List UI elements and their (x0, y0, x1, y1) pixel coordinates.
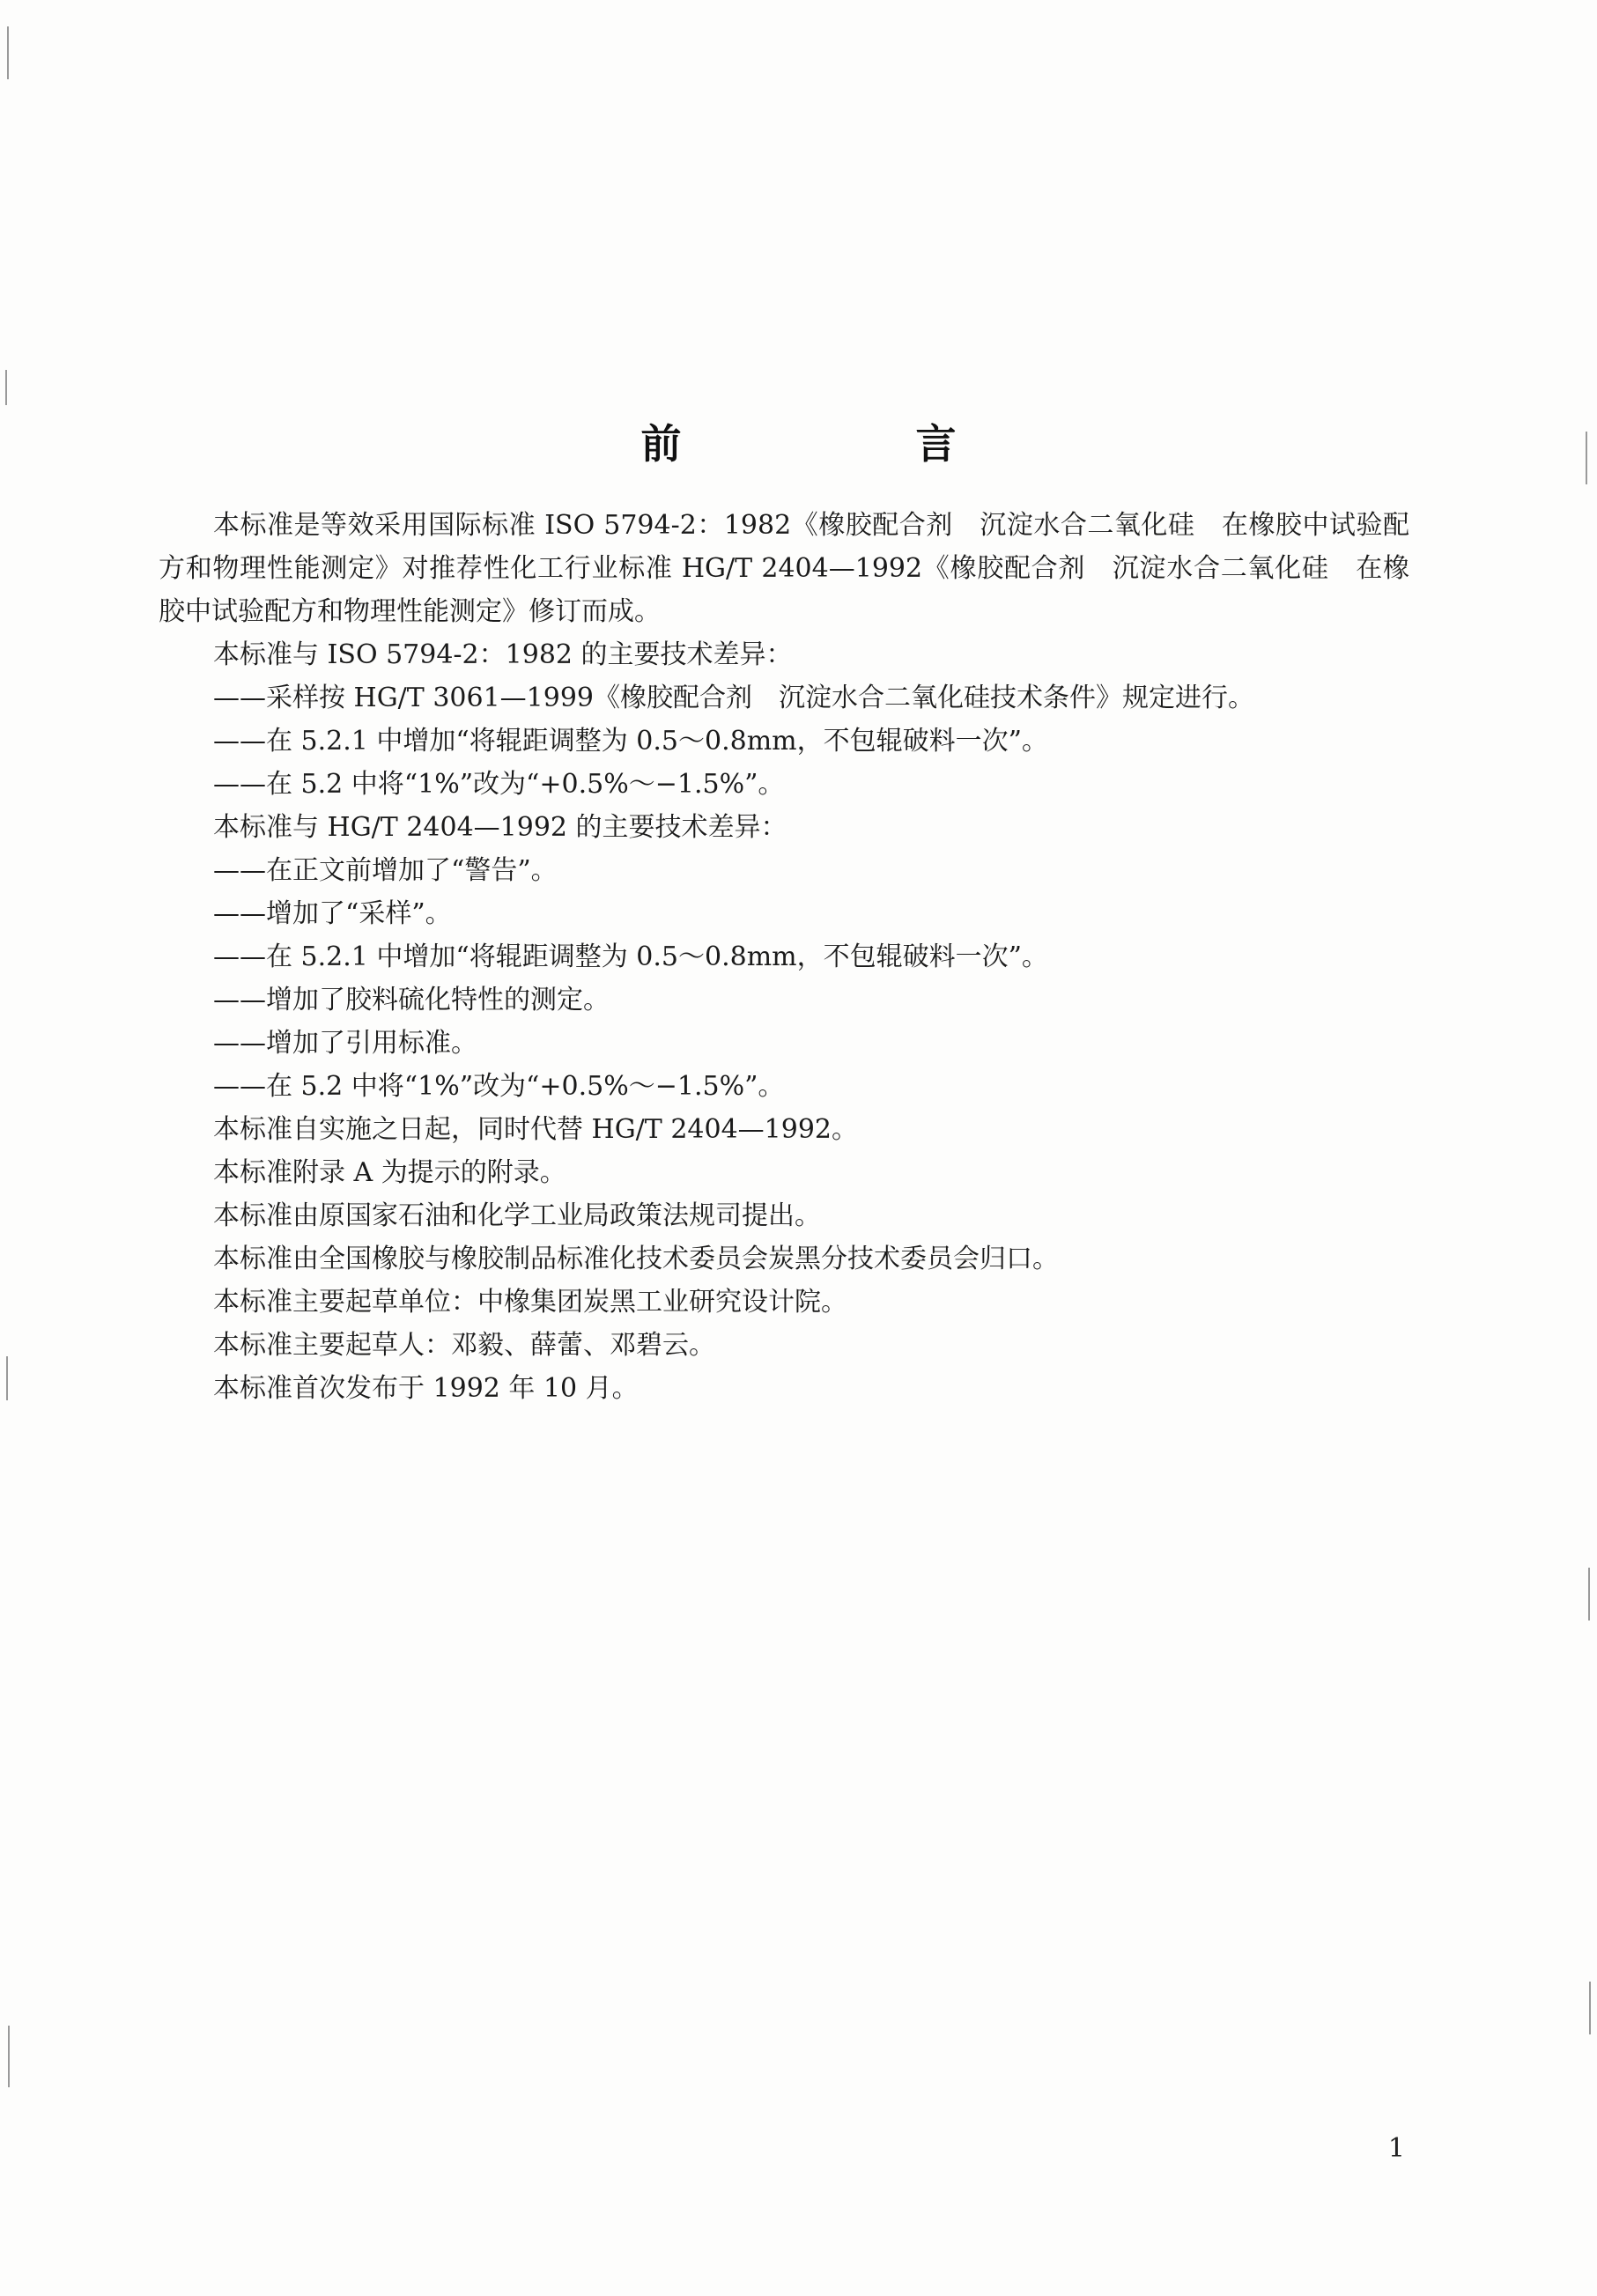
body-line: 本标准自实施之日起，同时代替 HG/T 2404—1992。 (213, 1114, 859, 1145)
body-line: 本标准附录 A 为提示的附录。 (213, 1157, 566, 1188)
body-line: 本标准主要起草人：邓毅、薛蕾、邓碧云。 (213, 1330, 715, 1361)
body-line: ——增加了胶料硫化特性的测定。 (213, 985, 610, 1015)
intro-paragraph: 本标准是等效采用国际标准 ISO 5794-2：1982《橡胶配合剂 沉淀水合二氧化硅 在橡胶中试验配方和物理性能测定》对推荐性化工行业标准 HG/T 2404—1992《橡胶配合剂 沉淀水合二氧化硅 在橡胶中试验配方和物理性能测定》修订而成。 (159, 510, 1409, 627)
scan-artifact (7, 26, 9, 79)
page-title: 前 言 (640, 420, 1054, 468)
body-line: 本标准由原国家石油和化学工业局政策法规司提出。 (213, 1200, 821, 1231)
body-line: 本标准首次发布于 1992 年 10 月。 (213, 1373, 639, 1404)
document-body (159, 504, 1409, 1410)
body-line: ——采样按 HG/T 3061—1999《橡胶配合剂 沉淀水合二氧化硅技术条件》规定进行。 (213, 683, 1255, 713)
body-line: 本标准与 ISO 5794-2：1982 的主要技术差异： (213, 639, 793, 670)
scan-artifact (6, 1356, 8, 1400)
scan-artifact (1588, 1568, 1590, 1620)
scan-artifact (8, 2026, 10, 2087)
body-line: ——增加了“采样”。 (213, 898, 452, 929)
body-line: 本标准主要起草单位：中橡集团炭黑工业研究设计院。 (213, 1287, 847, 1318)
body-line: ——在正文前增加了“警告”。 (213, 855, 558, 886)
scan-artifact (5, 370, 7, 405)
body-line: ——在 5.2 中将“1%”改为“+0.5%～−1.5%”。 (213, 1071, 785, 1102)
body-line: ——在 5.2 中将“1%”改为“+0.5%～−1.5%”。 (213, 769, 785, 800)
scan-artifact (1589, 1982, 1591, 2034)
body-line: ——在 5.2.1 中增加“将辊距调整为 0.5～0.8mm，不包辊破料一次”。 (213, 941, 1048, 972)
body-line: ——在 5.2.1 中增加“将辊距调整为 0.5～0.8mm，不包辊破料一次”。 (213, 726, 1048, 757)
body-line: 本标准由全国橡胶与橡胶制品标准化技术委员会炭黑分技术委员会归口。 (213, 1244, 1059, 1274)
page-number: 1 (1387, 2133, 1405, 2164)
body-line: 本标准与 HG/T 2404—1992 的主要技术差异： (213, 812, 787, 843)
body-line: ——增加了引用标准。 (213, 1028, 477, 1059)
